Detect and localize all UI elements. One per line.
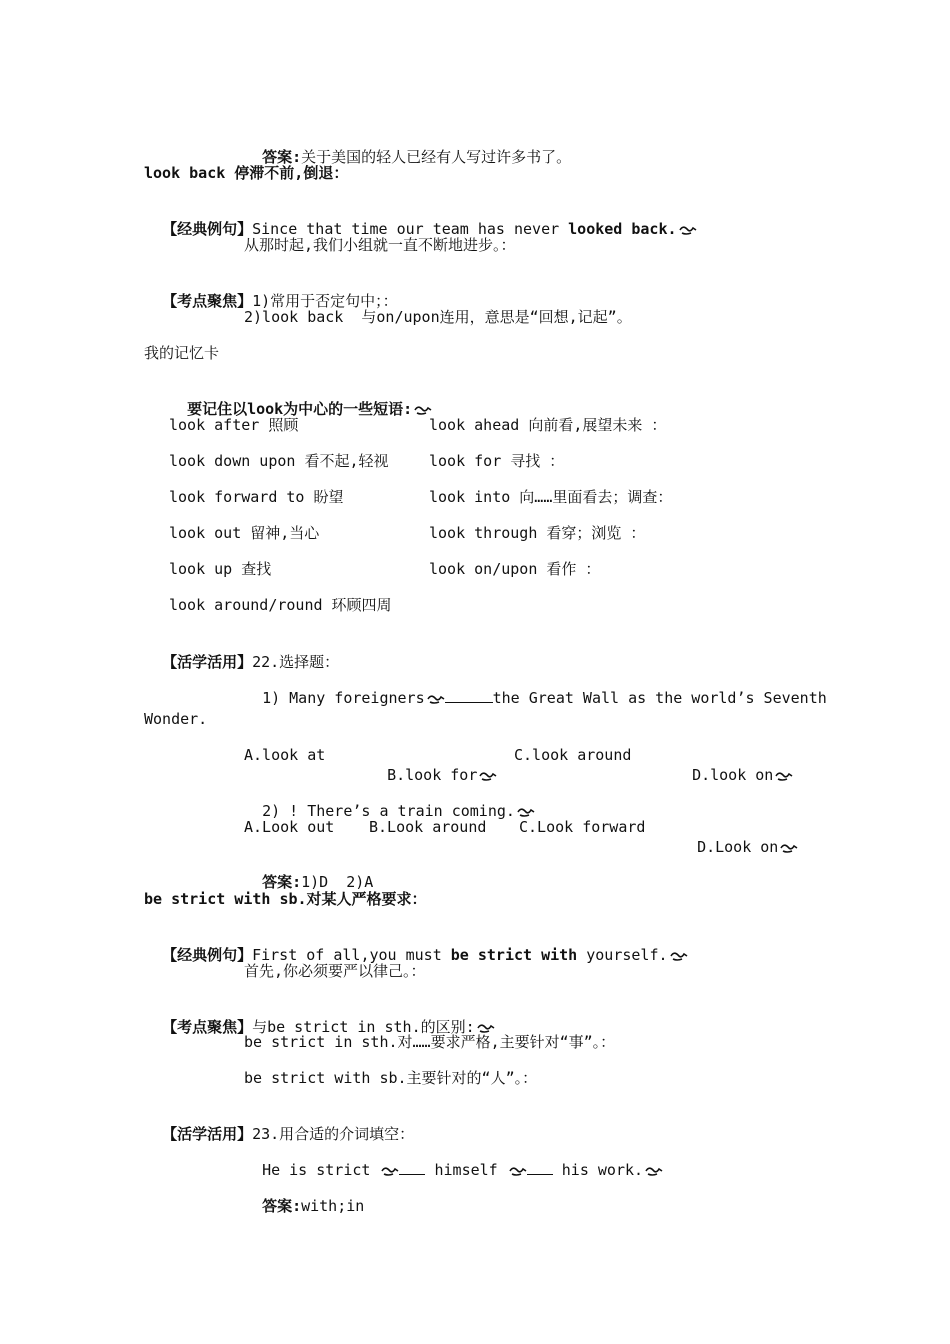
question-3 [244,1140,663,1180]
section-tag: 【活学活用】 [162,653,253,671]
memory-card-subtitle-text: 要记住以look为中心的一些短语: [187,400,413,418]
focus-text: 与be strict in sth.的区别: [252,1018,475,1036]
phrase-right-3: look into 向……里面看去；调查： [429,488,673,506]
answer-blank[interactable] [445,688,493,703]
curl-mark-icon [670,950,688,962]
question-3-a: He is strict [262,1161,380,1179]
example-line-2 [144,925,688,965]
q1-option-b-text: B.look for [387,766,478,784]
example-line-1 [144,199,697,239]
question-1-continued: Wonder. [144,710,208,728]
q2-option-c[interactable]: C.Look forward [519,818,646,836]
example-text-bold: looked back. [568,220,677,238]
q1-option-d[interactable] [674,745,793,785]
section-tag: 【活学活用】 [162,1125,253,1143]
example-text-pre: Since that time our team has never [252,220,569,238]
answer-text: 1)D 2)A [301,873,374,891]
question-2-text: 2) ! There’s a train coming. [262,802,515,820]
memory-card-subtitle [169,379,432,419]
answer-text: 关于美国的轻人已经有人写过许多书了。 [301,148,572,166]
q1-option-b[interactable] [369,745,497,785]
curl-mark-icon [509,1165,527,1177]
focus-line-2: 2)look back 与on/upon连用，意思是“回想,记起”。 [244,308,632,326]
example-text-post: yourself. [577,946,668,964]
phrase-left-2: look down upon 看不起,轻视 [169,452,389,470]
practice-text: 23.用合适的介词填空： [252,1125,415,1143]
q1-option-c[interactable]: C.look around [514,746,632,764]
question-2 [244,781,535,821]
curl-mark-icon [427,693,445,705]
q2-option-d-text: D.Look on [697,838,779,856]
phrase-right-2: look for 寻找 ： [429,452,565,470]
question-1 [244,668,827,708]
answer-blank[interactable] [399,1160,425,1175]
question-1-post: the Great Wall as the world’s Seventh [492,689,827,707]
answer-text: with;in [301,1197,365,1215]
answer-line-1 [244,127,571,167]
phrase-left-3: look forward to 盼望 [169,488,344,506]
section-tag: 【考点聚焦】 [162,292,253,310]
curl-mark-icon [780,842,798,854]
question-3-b: himself [425,1161,507,1179]
phrase-heading-be-strict-with: be strict with sb.对某人严格要求： [144,890,427,908]
answer-line-3 [244,1176,364,1216]
phrase-right-4: look through 看穿；浏览 ： [429,524,646,542]
translation-line-1: 从那时起,我们小组就一直不断地进步。： [244,236,516,254]
curl-mark-icon [679,224,697,236]
question-3-c: his work. [552,1161,644,1179]
phrase-left-4: look out 留神,当心 [169,524,320,542]
translation-line-2: 首先,你必须要严以律己。： [244,962,426,980]
section-tag: 【经典例句】 [162,946,253,964]
example-text-pre: First of all,you must [252,946,451,964]
focus-line-5: be strict with sb.主要针对的“人”。： [244,1069,538,1087]
phrase-right-5: look on/upon 看作 ： [429,560,601,578]
phrase-left-6: look around/round 环顾四周 [169,596,392,614]
q2-option-b[interactable]: B.Look around [369,818,487,836]
curl-mark-icon [645,1165,663,1177]
curl-mark-icon [414,404,432,416]
answer-line-2 [244,852,373,892]
focus-line-3 [144,997,495,1037]
phrase-left-5: look up 查找 [169,560,272,578]
q1-option-d-text: D.look on [692,766,774,784]
phrase-right-1: look ahead 向前看,展望未来 ： [429,416,667,434]
q2-option-d[interactable] [679,817,798,857]
section-tag: 【经典例句】 [162,220,253,238]
practice-text: 22.选择题： [252,653,340,671]
curl-mark-icon [381,1165,399,1177]
answer-label: 答案: [262,873,302,891]
phrase-heading-look-back: look back 停滞不前,倒退： [144,164,349,182]
q1-option-a[interactable]: A.look at [244,746,326,764]
phrase-left-1: look after 照顾 [169,416,299,434]
curl-mark-icon [775,770,793,782]
example-text-bold: be strict with [450,946,578,964]
answer-label: 答案: [262,1197,302,1215]
section-tag: 【考点聚焦】 [162,1018,253,1036]
focus-line-4: be strict in sth.对……要求严格,主要针对“事”。： [244,1033,616,1051]
focus-text: 1)常用于否定句中；： [252,292,398,310]
question-1-pre: 1) Many foreigners [262,689,425,707]
answer-label: 答案: [262,148,302,166]
curl-mark-icon [517,806,535,818]
practice-line-22 [144,632,339,672]
answer-blank[interactable] [527,1160,553,1175]
focus-line-1 [144,271,398,311]
practice-line-23 [144,1104,414,1144]
q2-option-a[interactable]: A.Look out [244,818,335,836]
memory-card-title: 我的记忆卡 [144,344,220,362]
curl-mark-icon [479,770,497,782]
